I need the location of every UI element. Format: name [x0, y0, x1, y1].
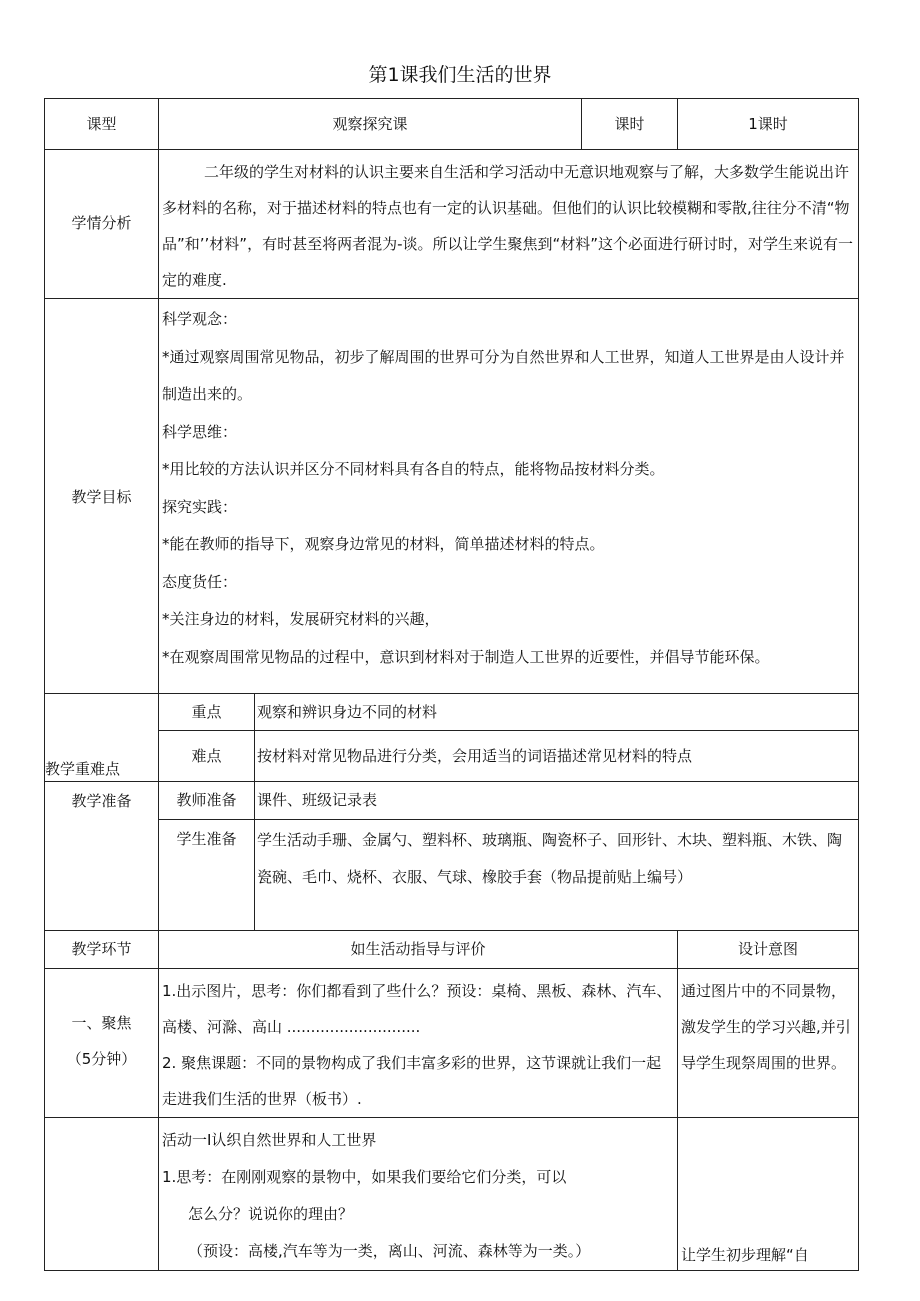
- stage2-question: 1.思考：在刚刚观察的景物中，如果我们要给它们分类，可以: [162, 1168, 567, 1186]
- difficulty-text: 按材料对常见物品进行分类，会用适当的词语描述常见材料的特点: [255, 731, 859, 782]
- stage1-cell: [45, 969, 159, 1118]
- student-prep-text: 学生活动手珊、金属勺、塑料杯、玻璃瓶、陶瓷杯子、回形针、木块、塑料瓶、木铁、陶瓷碗、毛巾、烧杯、衣服、气球、橡胶手套（物品提前贴上编号）: [255, 820, 859, 931]
- teacher-prep-text: 课件、班级记录表: [255, 782, 859, 820]
- focus-text: 观察和辨识身边不同的材料: [255, 694, 859, 731]
- lesson-hours-value: 1课时: [678, 99, 859, 150]
- objective-item: *在观察周围常见物品的过程中，意识到材料对于制造人工世界的近要性，并倡导节能环保。: [162, 647, 770, 666]
- stage1-name: 一、聚焦: [71, 1014, 132, 1032]
- stage2-question-cont: 怎么分？说说你的理由？: [188, 1205, 354, 1223]
- analysis-text: 二年级的学生对材料的认识主要来自生活和学习活动中无意识地观察与了解，大多数学生能说出许多材料的名称，对于描述材料的特点也有一定的认识基础。但他们的认识比较模糊和零散,往往分不清“物品”和’’材料”，有时甚至将两者混为-谈。所以让学生聚焦到“材料”这个必面进行研讨时，对学生来说有一定的难度.: [162, 163, 854, 289]
- analysis-cell: [159, 150, 859, 299]
- objective-heading-concept: 科学观念：: [162, 310, 238, 328]
- objectives-label: 教学目标: [45, 299, 159, 694]
- stage2-activity: [159, 1118, 678, 1271]
- header-intent: 设计意图: [678, 931, 859, 969]
- teacher-prep-label: 教师准备: [159, 782, 255, 820]
- preparation-label: 教学准备: [45, 782, 159, 931]
- stage1-activity: [159, 969, 678, 1118]
- student-prep-label: 学生准备: [159, 820, 255, 931]
- objective-heading-attitude: 态度货任：: [162, 572, 238, 591]
- focus-label: 重点: [159, 694, 255, 731]
- objective-item: *关注身边的材料，发展研究材料的兴趣，: [162, 610, 440, 628]
- lesson-hours-label: 课时: [582, 99, 678, 150]
- stage2-intent: 让学生初步理解“自: [678, 1118, 859, 1271]
- stage1-activity-line1: 1.出示图片，思考：你们都看到了些什么？预设：桌椅、黑板、森林、汽车、高楼、河滁、高山 ............................: [162, 982, 672, 1036]
- stage1-activity-line2: 2. 聚焦课题：不同的景物构成了我们丰富多彩的世界，这节课就让我们一起走进我们生活的世界（板书）.: [162, 1054, 662, 1108]
- header-activity: 如生活动指导与评价: [159, 931, 678, 969]
- objectives-cell: [159, 299, 859, 694]
- stage1-time: （5分钟）: [66, 1050, 137, 1068]
- page-title: 第1课我们生活的世界: [368, 64, 552, 86]
- objective-item: *通过观察周围常见物品，初步了解周围的世界可分为自然世界和人工世界，知道人工世界是由人设计并制造出来的。: [162, 347, 845, 403]
- lesson-type-value: 观察探究课: [159, 99, 582, 150]
- lesson-plan-table: [44, 98, 859, 1271]
- stage2-prediction: （预设：高楼,汽车等为一类，离山、河流、森林等为一类。）: [188, 1242, 591, 1260]
- objective-item: *用比较的方法认识并区分不同材料具有各自的特点，能将物品按材料分类。: [162, 460, 665, 478]
- objective-item: *能在教师的指导下，观察身边常见的材料，简单描述材料的特点。: [162, 535, 605, 553]
- stage2-cell: [45, 1118, 159, 1271]
- stage1-intent: 通过图片中的不同景物，激发学生的学习兴趣,并引导学生现祭周围的世界。: [678, 969, 859, 1118]
- stage2-activity-title: 活动一I认织自然世界和人工世界: [162, 1131, 377, 1149]
- lesson-type-label: 课型: [45, 99, 159, 150]
- analysis-label: 学情分析: [45, 150, 159, 299]
- objective-heading-practice: 探究实践：: [162, 497, 238, 516]
- key-points-label: 教学重难点: [45, 694, 159, 782]
- objective-heading-thinking: 科学思维：: [162, 422, 238, 441]
- header-stage: 教学环节: [45, 931, 159, 969]
- difficulty-label: 难点: [159, 731, 255, 782]
